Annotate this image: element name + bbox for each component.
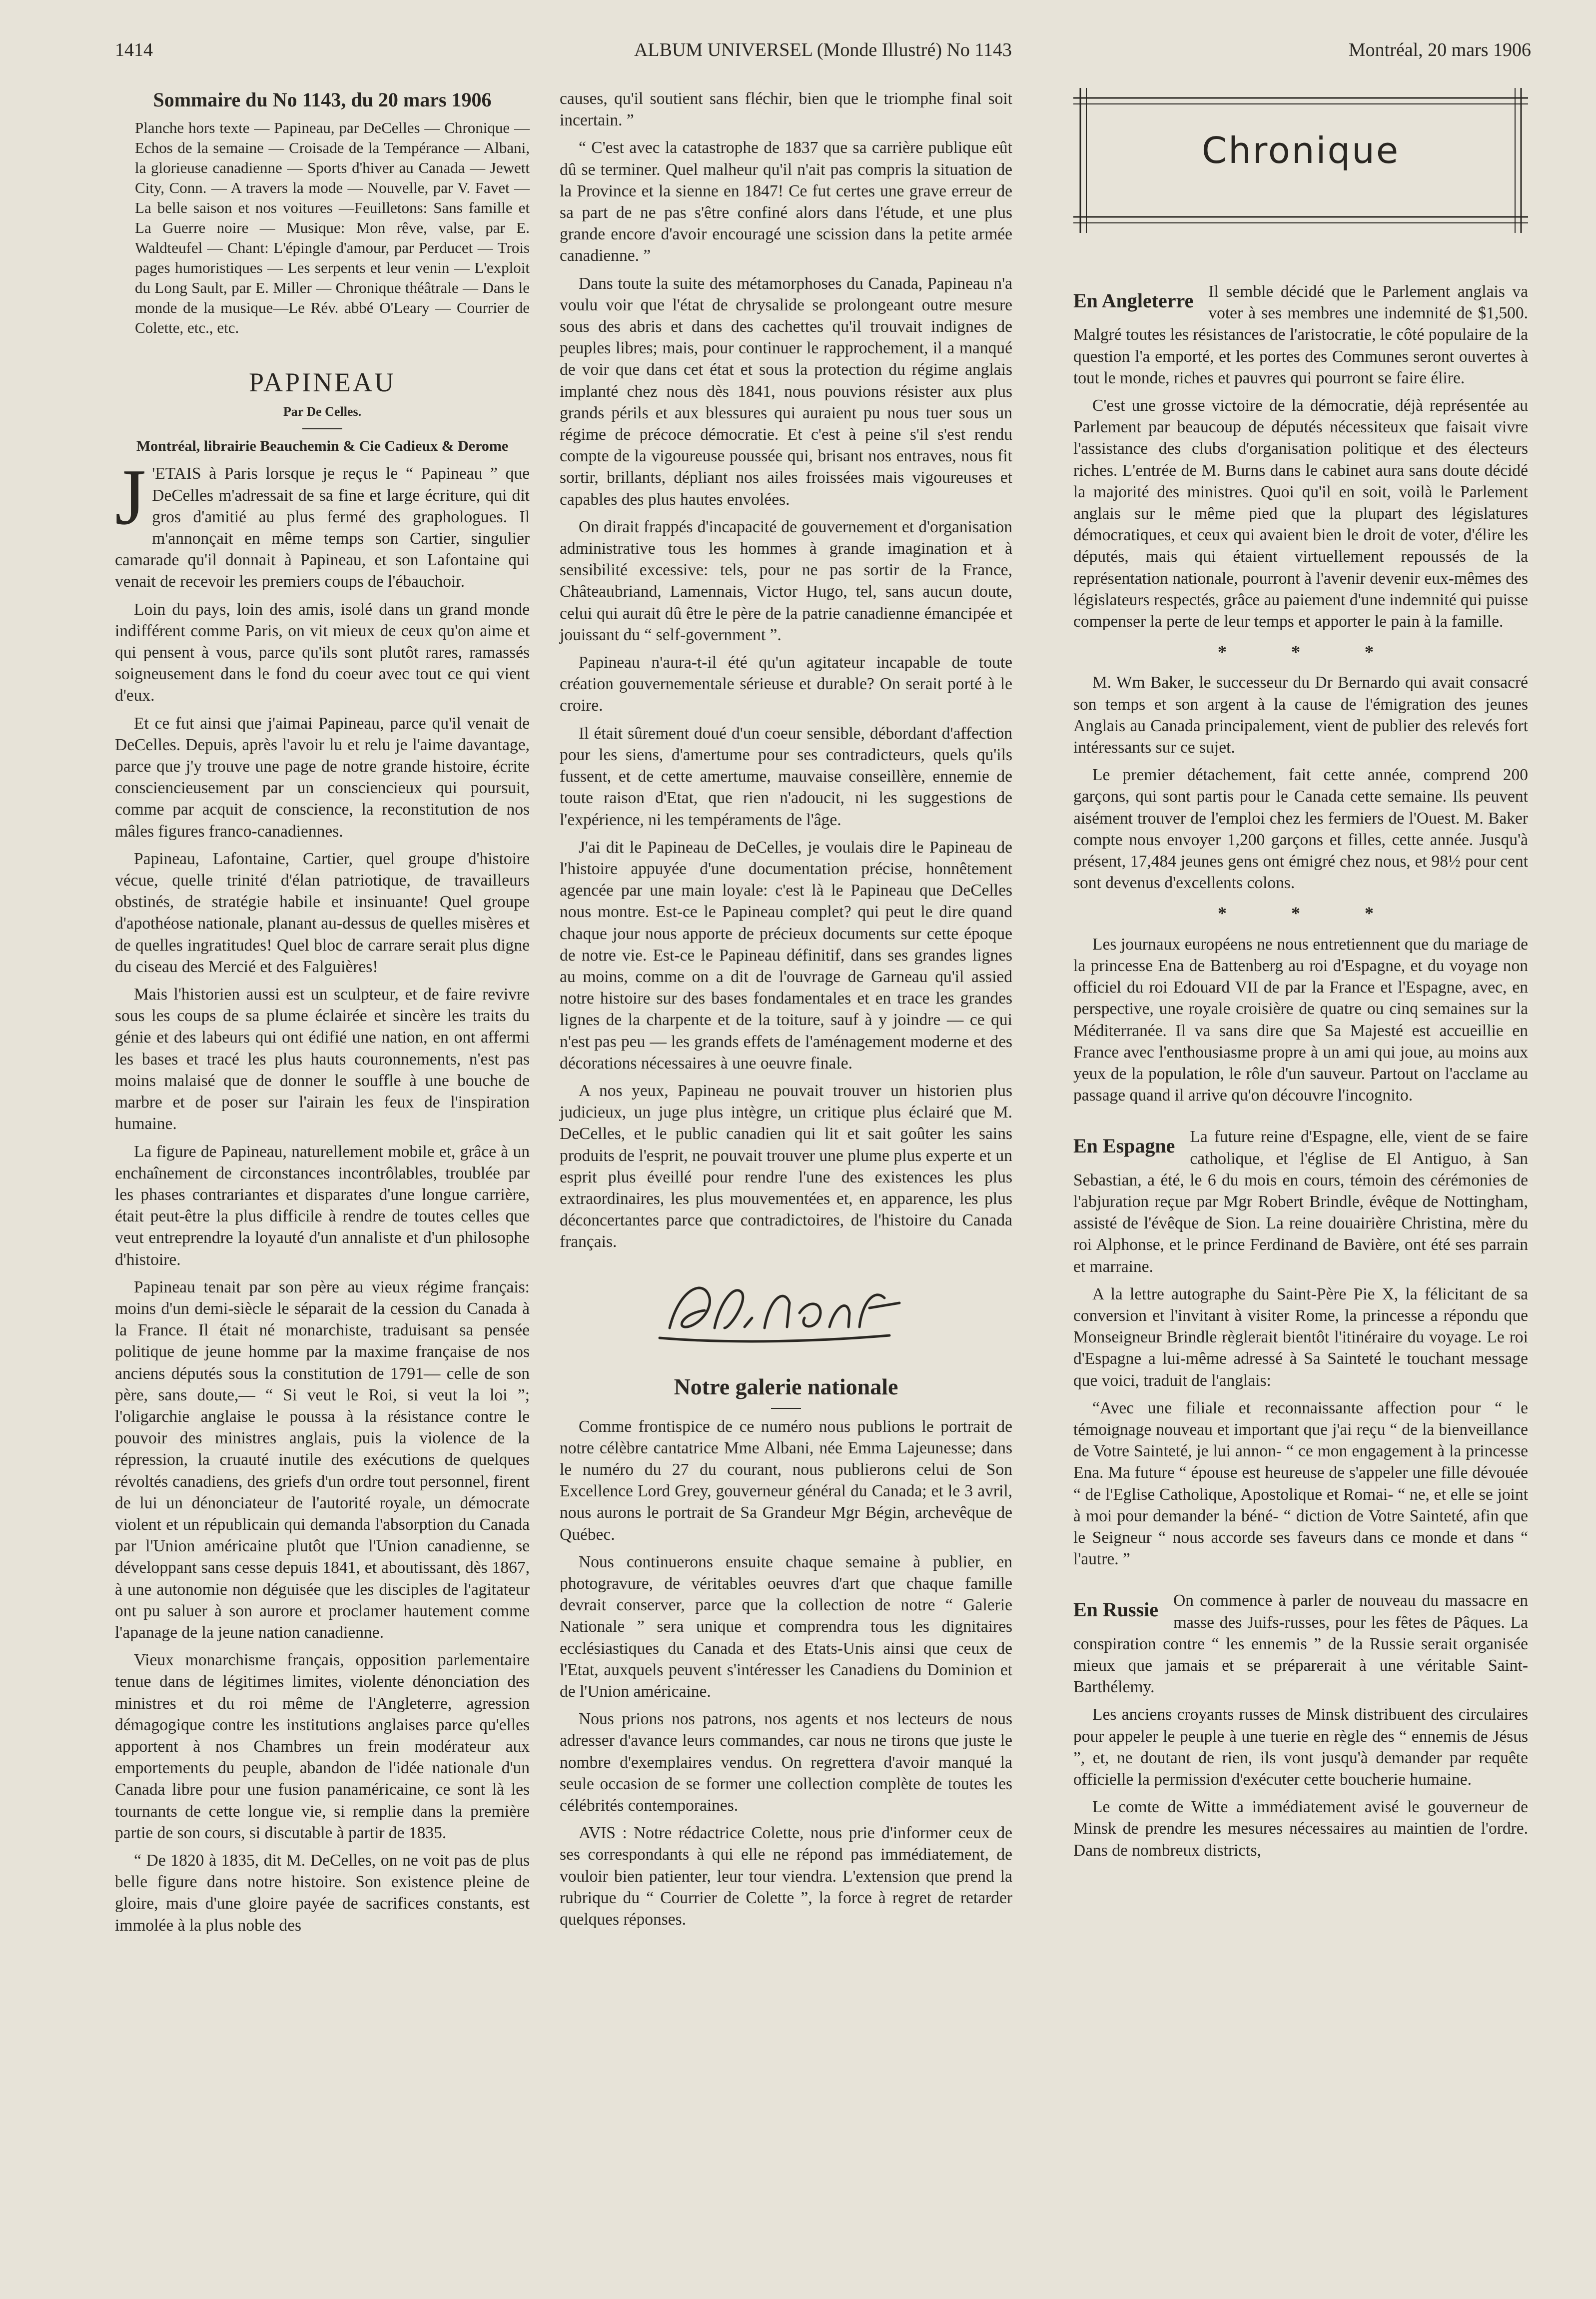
rubric-espagne: En Espagne (1073, 1135, 1175, 1157)
article-paragraph: C'est une grosse victoire de la démocratie, déjà représentée au Parlement par beaucoup de députés nécessiteux que faisait vivre l'assistance des clubs d'organisation politique et des électeurs riches. L'entrée de M. Burns dans le cabinet aura sans doute décidé la majorité des ministres. Quoi qu'il en soit, voilà le Parlement anglais sur le même pied que la plupart des législatures démocratiques, et ceux qui avaient bien le droit de voter, d'élire les députés, mais qui étaient virtuellement repoussés de la représentation nationale, pourront à l'avenir devenir eux-mêmes des législateurs respectés, grâce au paiement d'une indemnité qui puisse compenser la perte de leur temps et apporter le pain à la famille. (1073, 396, 1528, 631)
summary-title: Sommaire du No 1143, du 20 mars 1906 (153, 88, 492, 111)
issue-date: Montréal, 20 mars 1906 (1348, 39, 1531, 60)
article-paragraph: Papineau, Lafontaine, Cartier, quel groupe d'histoire vécue, quelle trinité d'élan patriotique, de travailleurs obstinés, de stratégie habile et insinuante! Quel groupe d'apothéose nationale, planant au-dessus de quelles misères et de quelles ingratitudes! Quel bloc de carrare serait plus digne du ciseau des Mercié et des Falguières! (115, 849, 530, 976)
quoted-message: “Avec une filiale et reconnaissante affection pour “ le témoignage nouveau et important que j'ai reçu “ de la bienveillance de Votre Sainteté, je lui annon- “ ce mon engagement à la princesse Ena. Ma future “ épouse est heureuse de s'appeler une fille dévouée “ de l'Eglise Catholique, Apostolique et Romai- “ ne, et elle se joint à moi pour demander la béné- “ diction de Votre Sainteté, afin que le Seigneur “ nous accorde ses faveurs dans ce monde et dans “ l'autre. ” (1073, 1398, 1528, 1569)
article-paragraph: Le premier détachement, fait cette année, comprend 200 garçons, qui sont partis pour le Canada cette semaine. Ils peuvent aisément trouver de l'emploi chez les fermiers de l'Ouest. M. Baker compte nous envoyer 1,200 garçons et filles, cette année. Jusqu'à présent, 17,484 jeunes gens ont émigré chez nous, et 98½ pour cent sont devenus d'excellents colons. (1073, 766, 1528, 893)
section-title: Notre galerie nationale (674, 1373, 898, 1399)
article-paragraph: A la lettre autographe du Saint-Père Pie X, la félicitant de sa conversion et l'invitant à visiter Rome, la princesse a répondu que Monseigneur Brindle règlerait bientôt l'itinéraire du voyage. Le roi d'Espagne a lui-même adressé à Sa Sainteté le touchant message que voici, traduit de l'anglais: (1073, 1284, 1528, 1390)
signature-image (560, 1268, 1012, 1353)
article-paragraph: Le comte de Witte a immédiatement avisé le gouverneur de Minsk de prendre les mesures nécessaires au maintien de l'ordre. Dans de nombreux districts, (1073, 1798, 1528, 1860)
drop-cap: J (115, 452, 146, 542)
article-paragraph: Papineau n'aura-t-il été qu'un agitateur incapable de toute création gouvernementale sérieuse et durable? On serait porté à le croire. (560, 653, 1012, 715)
article-title: PAPINEAU (248, 367, 396, 397)
rubric-angleterre: En Angleterre (1073, 289, 1194, 312)
summary-text: Planche hors texte — Papineau, par DeCelles — Chronique — Echos de la semaine — Croisade de la Tempérance — Albani, la glorieuse canadienne — Sports d'hiver au Canada — Jewett City, Conn. — A travers la mode — Nouvelle, par V. Favet — La belle saison et nos voitures —Feuilletons: Sans famille et La Guerre noire — Musique: Mon rêve, valse, par E. Waldteufel — Chant: L'épingle d'amour, par Perducet — Trois pages humoristiques — Les serpents et leur venin — L'exploit du Long Sault, par E. Miller — Chronique théâtrale — Dans le monde de la musique—Le Rév. abbé O'Leary — Courrier de Colette, etc., etc. (135, 119, 530, 336)
page-number: 1414 (115, 39, 153, 60)
article-paragraph: La figure de Papineau, naturellement mobile et, grâce à un enchaînement de circonstances incontrôlables, troublée par les phases contrariantes et disparates d'une longue carrière, était peut-être la plus difficile à rendre de toutes celles que veut entreprendre la loyauté d'un annaliste et d'un philosophe d'histoire. (115, 1142, 530, 1269)
section-rule (771, 1408, 801, 1409)
article-paragraph: A nos yeux, Papineau ne pouvait trouver un historien plus judicieux, un juge plus intègre, un critique plus éclairé que M. DeCelles, et le public canadien qui lit et sait goûter les sains produits de l'esprit, ne pouvait trouver une plume plus experte et un esprit plus éveillé pour rendre l'une des existences les plus extraordinaires, les plus mouvementées et, en apparence, les plus déconcertantes parce que contradictoires, de l'histoire du Canada français. (560, 1081, 1012, 1251)
article-paragraph: J 'ETAIS à Paris lorsque je reçus le “ Papineau ” que DeCelles m'adressait de sa fine et large écriture, qui dit gros d'amitié au plus fermé des graphologues. Il m'annonçait en même temps son Cartier, singulier camarade qu'il donnait à Papineau, et son Lafontaine qui venait de recevoir les premiers coups de l'ébauchoir. (115, 452, 530, 591)
column-3 (1073, 88, 1528, 1861)
column-1 (115, 88, 530, 1936)
article-paragraph: Dans toute la suite des métamorphoses du Canada, Papineau n'a voulu voir que l'état de chrysalide se prolongeant outre mesure sous des abris et dans des cachettes qu'il trouvait indignes de peuples libres; mais, pour continuer le rapprochement, il a manqué de voir que dans cet état et sous la protection du régime anglais implanté chez nous dès 1841, nous pouvions résister aux plus grands périls et aux blessures qui auraient pu nous tuer sous un régime de précoce démocratie. Et c'est à peine s'il s'est rendu compte de la vigoureuse poussée qui, brisant nos entraves, nous fit sortir, brillants, dépliant nos ailes froissées mais vigoureuses et capables des plus hautes envolées. (560, 274, 1012, 509)
article-paragraph: Loin du pays, loin des amis, isolé dans un grand monde indifférent comme Paris, on vit mieux de ceux qu'on aime et qui pensent à vous, parce qu'ils sont plutôt rares, ramassés soigneusement dans le fond du coeur avec tout ce qui vient d'eux. (115, 600, 530, 705)
article-paragraph: Comme frontispice de ce numéro nous publions le portrait de notre célèbre cantatrice Mme Albani, née Emma Lajeunesse; dans le numéro du 27 du courant, nous publierons celui de Son Excellence Lord Grey, gouverneur général du Canada; et le 3 avril, nous aurons le portrait de Sa Grandeur Mgr Bégin, archevêque de Québec. (560, 1417, 1012, 1544)
column-2 (560, 88, 1012, 1930)
article-paragraph: En Angleterre Il semble décidé que le Parlement anglais va voter à ses membres une indemnité de $1,500. Malgré toutes les résistances de l'aristocratie, le côté populaire de la question l'a emporté, et les portes des Communes seront ouvertes à tout le monde, riches et pauvres qui pourront se faire élire. (1073, 282, 1528, 387)
title-rule (302, 428, 342, 429)
article-paragraph: Les journaux européens ne nous entretiennent que du mariage de la princesse Ena de Battenberg au roi d'Espagne, et du voyage non officiel du roi Edouard VII de par la France et l'Espagne, avec, en perspective, une royale croisière de quatre ou cinq semaines sur la Méditerranée. Il va sans dire que Sa Majesté est accueillie en France avec l'enthousiasme propre à un ami qui joue, au moins aux yeux de la population, le rôle d'un sauveur. Partout on l'acclame au passage quand il arrive qu'on découvre l'incognito. (1073, 935, 1528, 1105)
article-paragraph: J'ai dit le Papineau de DeCelles, je voulais dire le Papineau de l'histoire appuyée d'une documentation précise, honnêtement agencée par une main loyale: c'est là le Papineau que DeCelles nous montre. Est-ce le Papineau complet? qui peut le dire quand chaque jour nous apporte de précieux documents sur cette époque de notre vie. Est-ce le Papineau définitif, dans ses grandes lignes au moins, comme on a dit de l'ouvrage de Garneau qu'il assied notre histoire sur des bases fondamentales et en trace les grandes lignes de la charpente et de la toiture, sauf à y joindre — ce qui n'est pas peu — les grands effets de l'aménagement moderne et des décorations nécessaires à une oeuvre finale. (560, 838, 1012, 1073)
article-paragraph: Il était sûrement doué d'un coeur sensible, débordant d'affection pour les siens, d'amertume pour ses contradicteurs, quels qu'ils fussent, et de cette amertume, mauvaise conseillère, ennemie de toute raison d'Etat, que rien n'adoucit, ni les suggestions de l'expérience, ni les tempéraments de l'âge. (560, 724, 1012, 829)
article-paragraph: M. Wm Baker, le successeur du Dr Bernardo qui avait consacré son temps et son argent à la cause de l'émigration des jeunes Anglais au Canada principalement, vient de publier des relevés fort intéressants sur ce sujet. (1073, 673, 1528, 757)
signature-icon (650, 1268, 909, 1348)
notice-paragraph: AVIS : Notre rédactrice Colette, nous prie d'informer ceux de ses correspondants à qui elle ne répond pas immédiatement, de vouloir bien patienter, leur tour viendra. L'extension que prend la rubrique du “ Courrier de Colette ”, la force à regret de retarder quelques réponses. (560, 1824, 1012, 1929)
chronique-title: Chronique (1201, 129, 1400, 171)
article-paragraph: Nous prions nos patrons, nos agents et nos lecteurs de nous adresser d'avance leurs commandes, car nous ne tirons que juste le nombre d'exemplaires vendus. On regrettera d'avoir manqué la seule occasion de se former une collection complète de toutes les célébrités contemporaines. (560, 1710, 1012, 1815)
article-paragraph: causes, qu'il soutient sans fléchir, bien que le triomphe final soit incertain. ” (560, 89, 1012, 130)
article-paragraph: “ C'est avec la catastrophe de 1837 que sa carrière publique eût dû se terminer. Quel malheur qu'il n'ait pas compris la situation de la Province et la sienne en 1847! Ce fut certes une grave erreur de sa part de ne pas s'être confiné alors dans l'étude, et une plus grande encore d'avoir encouragé une scission dans la petite armée canadienne. ” (560, 138, 1012, 265)
chronique-header-box (1073, 88, 1528, 268)
article-paragraph: Papineau tenait par son père au vieux régime français: moins d'un demi-siècle le séparait de la cession du Canada à la France. Il était né monarchiste, traduisant sa pensée politique de jeune homme par la maxime française de nos anciens députés sous la constitution de 1791— celle de son père, sans doute,— “ Si veut le Roi, si veut la loi ”; l'oligarchie anglaise le poussa à la résistance contre le pouvoir des ministres anglais, puis la violence de la répression, la cruauté inutile des exécutions de quelques révoltés canadiens, des griefs d'un ordre tout personnel, firent de lui un dénonciateur de l'autorité royale, un démocrate violent et un républicain qui demanda l'absorption du Canada par l'Union américaine plutôt que l'Union canadienne, se développant sans cesse depuis 1841, et aboutissant, dès 1867, à une autonomie non déguisée que les disciples de l'agitateur ont pu saluer à son aurore et proclamer hautement comme l'apanage de la jeune nation canadienne. (115, 1277, 530, 1642)
article-paragraph: Et ce fut ainsi que j'aimai Papineau, parce qu'il venait de DeCelles. Depuis, après l'avoir lu et relu je l'aime davantage, parce que j'y trouve une page de notre grande histoire, écrite consciencieusement par un consciencieux qui poursuit, comme par acquit de conscience, la reconstitution de nos mâles figures franco-canadiennes. (115, 714, 530, 841)
article-paragraph: Nous continuerons ensuite chaque semaine à publier, en photogravure, de véritables oeuvres d'art que chaque famille devrait conserver, parce que la collection de notre “ Galerie Nationale ” sera unique et comprendra tous les dignitaires ecclésiastiques du Canada et des Etats-Unis ainsi que ceux de l'Etat, auxquels peuvent s'intéresser les Canadiens du Dominion et de l'Union américaine. (560, 1552, 1012, 1701)
article-paragraph: Vieux monarchisme français, opposition parlementaire tenue dans de légitimes limites, violente dénonciation des ministres et du roi même de l'Angleterre, agression démagogique contre les institutions anglaises parce qu'elles apportent à nos Chambres un frein modérateur aux emportements du peuple, abandon de l'idée nationale d'un Canada libre pour une fusion panaméricaine, ce sont là les tournants de cette longue vie, si remplie dans la première partie de son cours, si discutable à partir de 1835. (115, 1651, 530, 1842)
article-byline: Par De Celles. (283, 404, 362, 419)
article-paragraph: Mais l'historien aussi est un sculpteur, et de faire revivre sous les coups de sa plume éclairée et sincère les traits du génie et des labeurs qui ont édifié une nation, en ont affermi les bases et tracé les plus hauts couronnements, n'est pas moins malaisé que de donner le souffle à une bouche de marbre et de poser sur l'airain les feux de l'inspiration humaine. (115, 985, 530, 1134)
article-paragraph: En Espagne La future reine d'Espagne, elle, vient de se faire catholique, et l'église de El Antiguo, à San Sebastian, a été, le 6 du mois en cours, témoin des cérémonies de l'abjuration reçue par Mgr Robert Brindle, évêque de Nottingham, assisté de l'évêque de Sion. La reine douairière Christina, mère du roi Alphonse, et le prince Ferdinand de Bavière, ont été ses parrain et marraine. (1073, 1128, 1528, 1276)
article-paragraph: “ De 1820 à 1835, dit M. DeCelles, on ne voit pas de plus belle figure dans notre histoire. Son existence pleine de gloire, mais d'une gloire payée de sacrifices constants, est immolée à la plus noble des (115, 1851, 530, 1935)
publication-title: ALBUM UNIVERSEL (Monde Illustré) No 1143 (634, 39, 1012, 60)
page-header (115, 39, 1531, 65)
article-paragraph: On dirait frappés d'incapacité de gouvernement et d'organisation administrative tous les hommes à grande imagination et à sensibilité excessive: tels, pour ne pas sortir de la France, Châteaubriand, Lamennais, Victor Hugo, tel, sans aucun doute, celui qui aurait dû être le père de la patrie canadienne émancipée et jouissant du “ self-government ”. (560, 517, 1012, 644)
section-separator: * * * (1218, 642, 1404, 662)
article-paragraph: Les anciens croyants russes de Minsk distribuent des circulaires pour appeler le peuple à une tuerie en règle des “ ennemis de Jésus ”, et, ne doutant de rien, ils vont jusqu'à demander par requête officielle la permission d'exécuter cette boucherie humaine. (1073, 1705, 1528, 1789)
publisher-line: Montréal, librairie Beauchemin & Cie Cadieux & Derome (136, 438, 509, 455)
article-paragraph: En Russie On commence à parler de nouveau du massacre en masse des Juifs-russes, pour les fêtes de Pâques. La conspiration contre “ les ennemis ” de la Russie serait organisée mieux que jamais et se préparerait à une véritable Saint-Barthélemy. (1073, 1591, 1528, 1697)
section-separator: * * * (1218, 903, 1404, 924)
rubric-russie: En Russie (1073, 1598, 1159, 1621)
